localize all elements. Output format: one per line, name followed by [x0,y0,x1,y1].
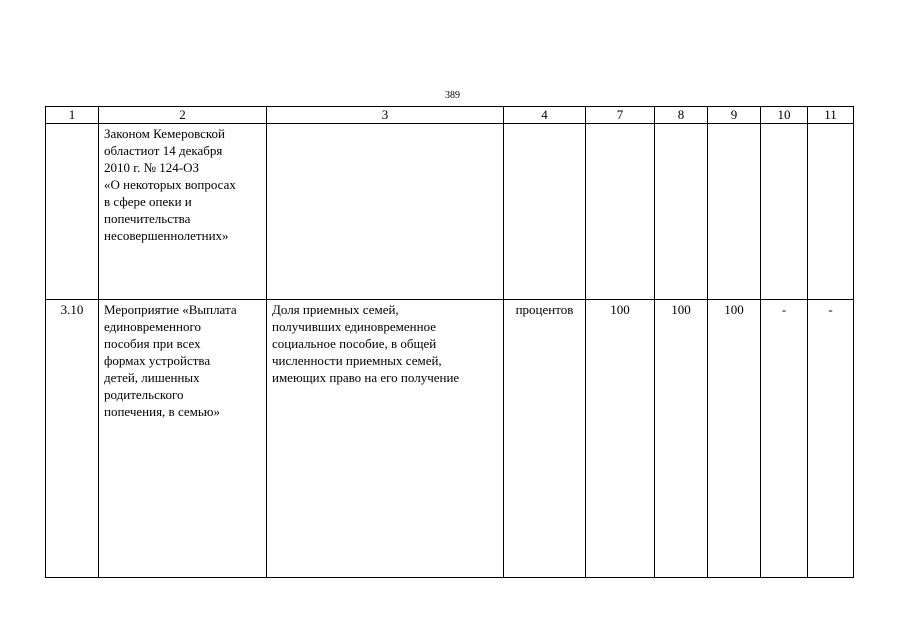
indicator-cell: Доля приемных семей, получивших единовременное социальное пособие, в общей численности приемных семей, имеющих право на его получение [267,300,504,578]
table-row [46,124,854,300]
indicators-table [45,106,854,578]
column-header: 9 [708,107,761,124]
measure-name-cell: Мероприятие «Выплата единовременного пособия при всех формах устройства детей, лишенных родительского попечения, в семью» [99,300,267,578]
value-cell-7: 100 [586,300,655,578]
column-header: 10 [761,107,808,124]
measure-name-cell: Законом Кемеровской областиот 14 декабря 2010 г. № 124-ОЗ «О некоторых вопросах в сфере опеки и попечительства несовершеннолетних» [99,124,267,300]
column-header: 2 [99,107,267,124]
value-cell-11: - [808,300,854,578]
column-header: 8 [655,107,708,124]
value-cell-8 [655,124,708,300]
unit-cell [504,124,586,300]
value-cell-7 [586,124,655,300]
column-number-row [46,107,854,124]
row-number-cell: 3.10 [46,300,99,578]
value-cell-10 [761,124,808,300]
column-header: 7 [586,107,655,124]
value-cell-8: 100 [655,300,708,578]
unit-cell: процентов [504,300,586,578]
value-cell-9 [708,124,761,300]
value-cell-10: - [761,300,808,578]
row-number-cell [46,124,99,300]
column-header: 3 [267,107,504,124]
indicator-cell [267,124,504,300]
column-header: 4 [504,107,586,124]
value-cell-9: 100 [708,300,761,578]
table-row [46,300,854,578]
column-header: 11 [808,107,854,124]
column-header: 1 [46,107,99,124]
page-number: 389 [445,90,460,101]
value-cell-11 [808,124,854,300]
